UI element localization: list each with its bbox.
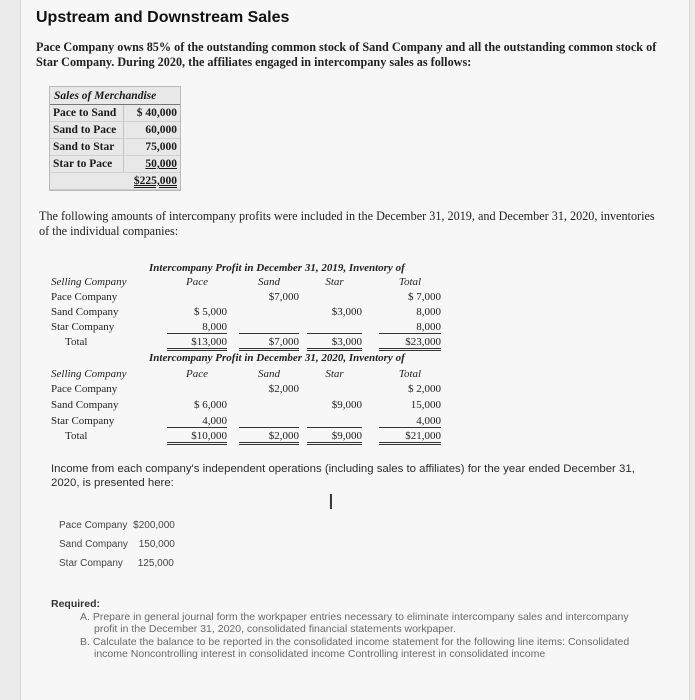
list-item <box>59 554 175 573</box>
header-cell: Pace <box>186 276 208 288</box>
sales-value: 60,000 <box>145 124 177 136</box>
header-cell: Pace <box>186 368 208 380</box>
header-cell: Total <box>398 368 422 380</box>
sales-value: $ 40,000 <box>136 107 177 119</box>
sales-label: Pace to Sand <box>50 105 124 121</box>
sales-label <box>50 173 123 189</box>
cell-blank <box>239 415 299 428</box>
header-cell: Star <box>325 276 344 288</box>
cell: $9,000 <box>307 430 362 445</box>
sales-total: $225,000 <box>133 175 177 187</box>
header-cell: Sand <box>258 276 280 288</box>
cell: Total <box>65 336 88 348</box>
cell: Star Company <box>51 415 115 427</box>
header-cell: Selling Company <box>51 276 127 288</box>
table-row <box>49 291 459 306</box>
cell: 4,000 <box>379 415 441 428</box>
sales-label: Sand to Star <box>50 139 124 155</box>
cell: $ 5,000 <box>194 306 227 318</box>
income-value: 125,000 <box>137 558 174 569</box>
table-header-row <box>49 368 459 383</box>
cell: Pace Company <box>51 291 118 303</box>
sales-table <box>49 86 181 191</box>
page-title: Upstream and Downstream Sales <box>36 9 290 26</box>
cell: $ 2,000 <box>408 383 441 395</box>
cell: $2,000 <box>239 430 299 445</box>
cell: $ 6,000 <box>194 399 227 411</box>
list-item <box>59 516 175 535</box>
table-row <box>49 306 459 321</box>
list-item <box>59 535 175 554</box>
income-label: Star Company <box>59 558 123 569</box>
table-row <box>49 321 459 336</box>
header-cell: Selling Company <box>51 368 127 380</box>
cell: 8,000 <box>416 306 441 318</box>
income-label: Pace Company <box>59 520 128 531</box>
table-row <box>49 383 459 398</box>
cell-blank <box>239 321 299 334</box>
table-row <box>49 399 459 414</box>
table-row-total <box>49 430 459 445</box>
cell-blank <box>307 415 362 428</box>
cell: 8,000 <box>379 321 441 334</box>
income-list <box>59 516 175 573</box>
table-header-row <box>49 276 459 291</box>
profit-paragraph: The following amounts of intercompany profits were included in the December 31, 2019, and December 31, 2020, inventories of the individual companies: <box>39 209 655 238</box>
table-caption: Intercompany Profit in December 31, 2019, Inventory of <box>149 262 405 274</box>
cell: Total <box>65 430 88 442</box>
header-cell: Star <box>325 368 344 380</box>
required-item: B. Calculate the balance to be reported in the consolidated income statement for the following line items: Consolidated income Noncontrolling interest in consolidated income Controlling interest in consolidated income <box>80 635 630 660</box>
cell: $3,000 <box>331 306 362 318</box>
sales-label: Star to Pace <box>50 156 124 172</box>
cell: Pace Company <box>51 383 118 395</box>
table-row-total <box>49 336 459 351</box>
cell: 15,000 <box>410 399 441 411</box>
cell: $7,000 <box>239 336 299 351</box>
cell: $9,000 <box>331 399 362 411</box>
income-value: $200,000 <box>133 520 175 531</box>
sales-table-header: Sales of Merchandise <box>50 87 180 105</box>
cell: $10,000 <box>167 430 227 445</box>
cell: $23,000 <box>379 336 441 351</box>
header-cell: Total <box>398 276 422 288</box>
sales-value: 75,000 <box>145 141 177 153</box>
sales-value: 50,000 <box>145 158 177 170</box>
table-caption: Intercompany Profit in December 31, 2020, Inventory of <box>149 352 405 364</box>
required-item: A. Prepare in general journal form the workpaper entries necessary to eliminate intercompany sales and intercompany profit in the December 31, 2020, consolidated financial statements workpaper. <box>80 610 629 635</box>
cell: Sand Company <box>51 306 119 318</box>
required-section <box>51 598 651 661</box>
cell: Star Company <box>51 321 115 333</box>
cell: Sand Company <box>51 399 119 411</box>
income-label: Sand Company <box>59 539 128 550</box>
cell: $21,000 <box>379 430 441 445</box>
cell: 4,000 <box>167 415 227 428</box>
cell: $13,000 <box>167 336 227 351</box>
text-cursor-icon: I <box>328 490 334 514</box>
income-paragraph: Income from each company's independent operations (including sales to affiliates) for the year ended December 31, 2020, is presented here: <box>51 463 635 489</box>
cell: $7,000 <box>268 291 299 303</box>
sales-label: Sand to Pace <box>50 122 124 138</box>
cell-blank <box>307 321 362 334</box>
table-row <box>50 139 180 156</box>
header-cell: Sand <box>258 368 280 380</box>
required-heading: Required: <box>51 598 101 610</box>
cell: $3,000 <box>307 336 362 351</box>
table-row <box>49 415 459 430</box>
table-row <box>50 105 180 122</box>
cell: $2,000 <box>268 383 299 395</box>
table-row-total <box>50 173 180 190</box>
cell: 8,000 <box>167 321 227 334</box>
intro-paragraph: Pace Company owns 85% of the outstanding common stock of Sand Company and all the outstanding common stock of Star Company. During 2020, the affiliates engaged in intercompany sales as follows: <box>36 40 657 69</box>
document-page <box>20 0 690 700</box>
table-row <box>50 156 180 173</box>
income-value: 150,000 <box>138 539 175 550</box>
table-row <box>50 122 180 139</box>
cell: $ 7,000 <box>408 291 441 303</box>
